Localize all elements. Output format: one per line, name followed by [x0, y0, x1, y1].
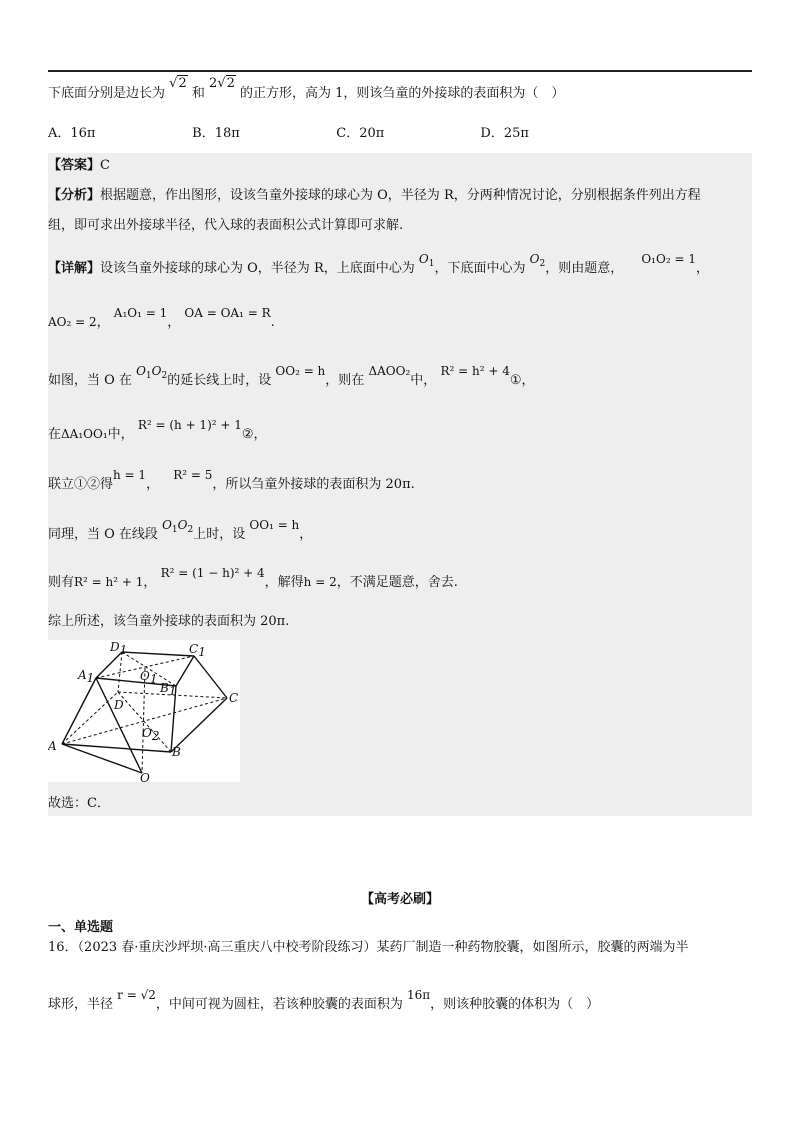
o2-symbol: $O_2$	[529, 252, 546, 269]
eq-3: R² = h² + 1	[74, 575, 144, 589]
eq-h1: h = 1	[113, 468, 147, 482]
eq-h2: h = 2	[303, 575, 337, 589]
eq-oo2: OO₂ = h	[275, 364, 326, 378]
circled-1: ①	[509, 373, 522, 388]
edge-c1-d1	[122, 652, 194, 656]
analysis-line-2: 组，即可求出外接球半径，代入球的表面积公式计算即可求解.	[48, 218, 404, 233]
section-title: 【高考必刷】	[360, 892, 439, 907]
label-b: B	[172, 745, 181, 759]
triangle-a1oo1: ΔA₁OO₁	[61, 427, 108, 441]
eq-2: R² = (h + 1)² + 1	[137, 418, 242, 432]
segment-o1o2-b: $O_1O_2$	[162, 518, 194, 535]
analysis-line-1: 【分析】根据题意，作出图形，设该刍童外接球的球心为 O，半径为 R，分两种情况讨论，分别根据条件列出方程	[48, 188, 701, 203]
edge-d1-d	[118, 652, 122, 692]
option-a: A．16π	[48, 126, 96, 141]
intro-text-b: 和	[191, 86, 205, 101]
answer-line	[48, 156, 110, 176]
edge-a-a1	[62, 678, 96, 744]
edge-b-c	[171, 698, 227, 752]
detail-line-7: 则有R² = h² + 1， R² = (1 − h)² + 4，解得h = 2，不满足题意，舍去.	[48, 572, 458, 593]
detail-line-4: 在ΔA₁OO₁中， R² = (h + 1)² + 1②，	[48, 424, 267, 445]
label-c1: C1	[189, 642, 206, 659]
label-a: A	[48, 739, 57, 753]
edge-b1-c1	[176, 656, 194, 686]
answer-label: 【答案】	[48, 158, 101, 173]
edge-c1-c	[194, 656, 227, 698]
eq-ao2: AO₂ = 2	[48, 315, 97, 329]
frustum-figure	[48, 640, 240, 782]
eq-oa: OA = OA₁ = R	[184, 306, 271, 320]
q16-source: （2023 春·重庆沙坪坝·高三重庆八中校考阶段练习）	[77, 940, 377, 955]
detail-line-1: 【详解】设该刍童外接球的球心为 O，半径为 R，上底面中心为 $O_1$，下底面中心为 $O_2$，则由题意， O₁O₂ = 1，	[48, 258, 709, 283]
label-o2: O2	[142, 726, 160, 743]
eq-1: R² = h² + 4	[440, 364, 510, 378]
q16-line-1: 16．（2023 春·重庆沙坪坝·高三重庆八中校考阶段练习）某药厂制造一种药物胶囊，如图所示，胶囊的两端为半	[48, 940, 689, 955]
detail-line-6: 同理，当 O 在线段 $O_1O_2$上时，设 OO₁ = h，	[48, 524, 312, 549]
top-rule	[48, 70, 752, 72]
axis-o1-o	[142, 668, 145, 773]
q16-radius: r = √2	[117, 988, 156, 1002]
section-category: 一、单选题	[48, 920, 114, 935]
eq-4: R² = (1 − h)² + 4	[160, 566, 265, 580]
detail-line-2: AO₂ = 2， A₁O₁ = 1， OA = OA₁ = R.	[48, 312, 275, 333]
label-a1: A1	[78, 668, 95, 685]
edge-a-b	[62, 744, 171, 752]
option-d: D．25π	[480, 126, 529, 141]
eq-a1o1: A₁O₁ = 1	[113, 306, 168, 320]
edge-d1-a1	[96, 652, 122, 678]
label-d1: D1	[110, 640, 128, 657]
label-o1: O1	[140, 669, 158, 686]
option-c: C．20π	[336, 126, 385, 141]
triangle-aoo2: ΔAOO₂	[368, 364, 411, 378]
eq-oo1: OO₁ = h	[249, 518, 300, 532]
intro-text-a: 下底面分别是边长为	[48, 86, 166, 101]
eq-r5: R² = 5	[173, 468, 213, 482]
option-b: B．18π	[192, 126, 240, 141]
sqrt-2-expression: √2	[169, 76, 187, 91]
label-b1: B1	[160, 681, 177, 698]
question-intro-line	[48, 76, 565, 104]
circled-2: ②	[241, 427, 254, 442]
choose-line: 故选：C．	[48, 796, 110, 811]
options-row	[48, 124, 620, 144]
label-o: O	[140, 771, 150, 782]
detail-line-8: 综上所述，该刍童外接球的表面积为 20π.	[48, 614, 290, 629]
two-sqrt-2-expression: 2√2	[209, 76, 235, 91]
frustum-diagram	[48, 640, 240, 782]
analysis-label: 【分析】	[48, 188, 101, 203]
label-c: C	[229, 691, 239, 705]
detail-line-3: 如图，当 O 在 $O_1O_2$的延长线上时，设 OO₂ = h，则在 ΔAOO₂中， R² = h² + 4①，	[48, 370, 535, 395]
eq-o1o2: O₁O₂ = 1	[641, 252, 696, 266]
intro-text-c: 的正方形，高为 1，则该刍童的外接球的表面积为（ ）	[240, 86, 565, 101]
answer-value: C	[100, 158, 110, 173]
q16-number: 16．	[48, 940, 78, 955]
o1-symbol: $O_1$	[418, 252, 435, 269]
q16-line-2: 球形，半径 r = √2，中间可视为圆柱，若该种胶囊的表面积为 16π，则该种胶囊的体积为（ ）	[48, 994, 599, 1015]
label-d: D	[114, 698, 124, 712]
detail-line-5: 联立①②得h = 1， R² = 5，所以刍童外接球的表面积为 20π.	[48, 474, 415, 495]
detail-label: 【详解】	[48, 261, 101, 276]
segment-o1o2: $O_1O_2$	[136, 364, 168, 381]
q16-area: 16π	[407, 988, 431, 1002]
